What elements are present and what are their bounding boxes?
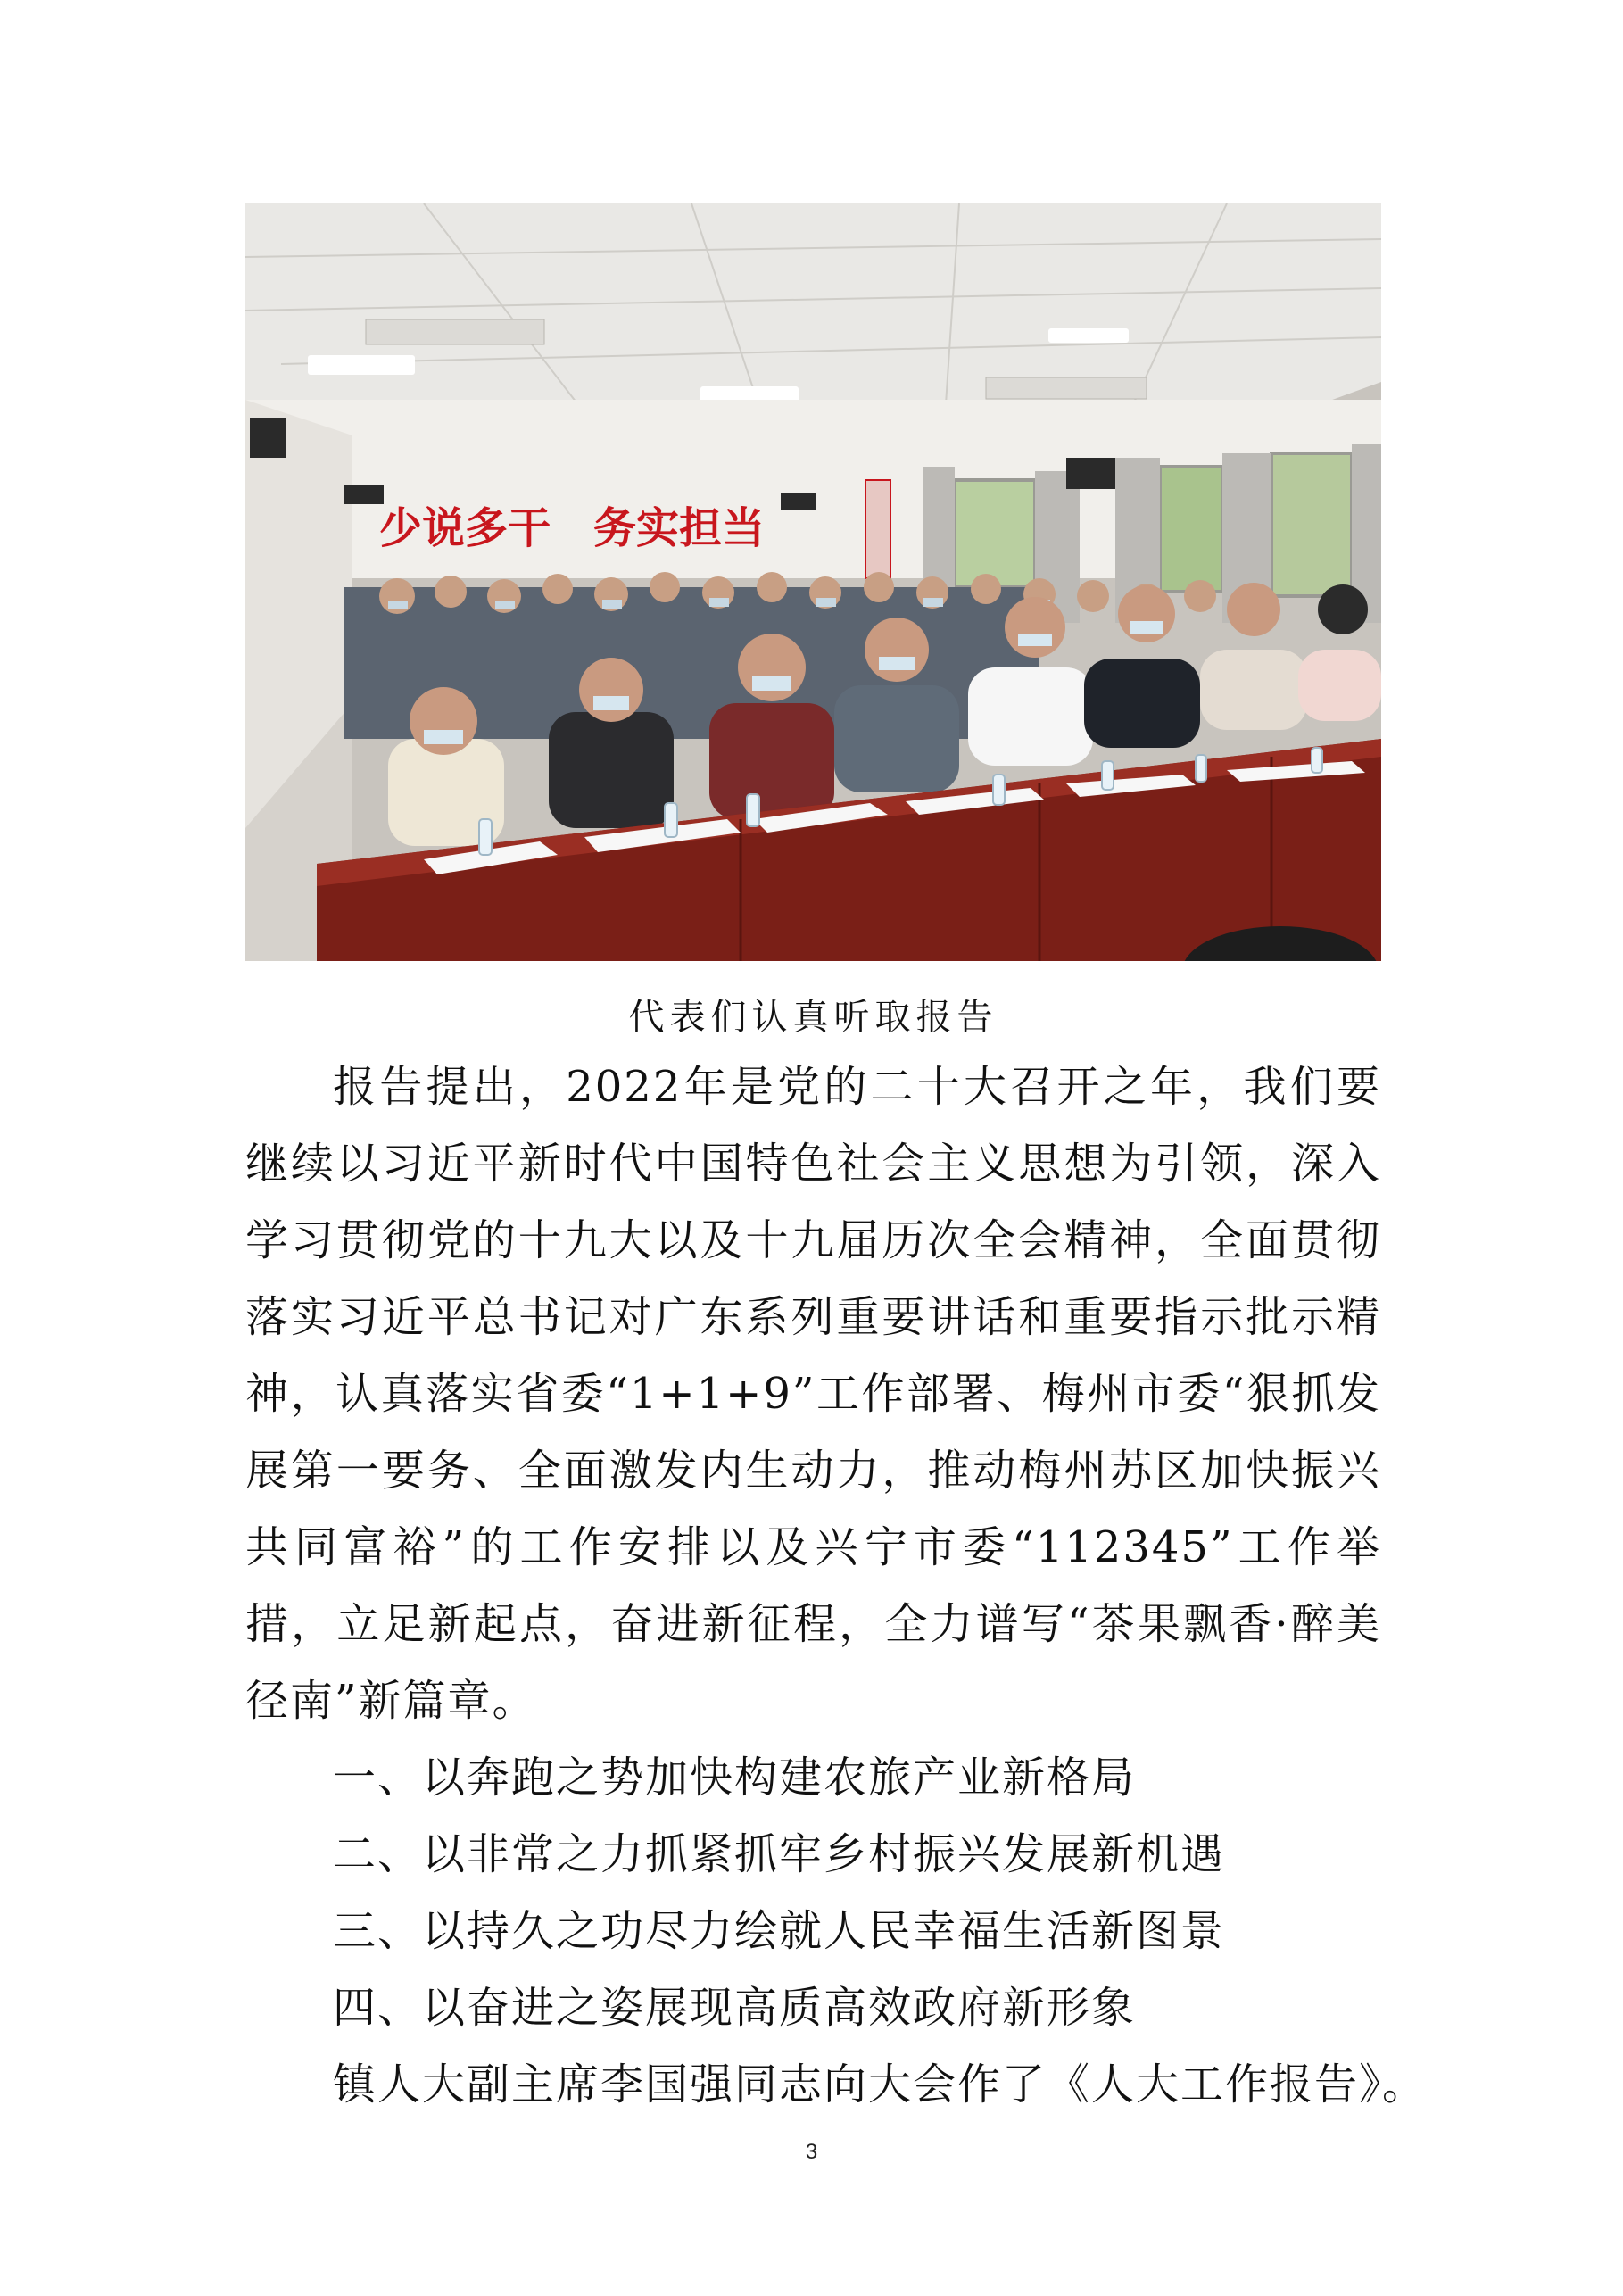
report-item-3: 三、以持久之功尽力绘就人民幸福生活新图景 xyxy=(333,1906,1226,1956)
report-paragraph: 报告提出，2022年是党的二十大召开之年，我们要继续以习近平新时代中国特色社会主义思想为引领，深入学习贯彻党的十九大以及十九届历次全会精神，全面贯彻落实习近平总书记对广东系列重要讲话和重要指示批示精神，认真落实省委“1+1+9”工作部署、梅州市委“狠抓发展第一要务、全面激发内生动力，推动梅州苏区加快振兴共同富裕”的工作安排以及兴宁市委“112345”工作举措，立足新起点，奋进新征程，全力谱写“茶果飘香·醉美径南”新篇章。 xyxy=(245,1062,1381,1726)
photo-caption: 代表们认真听取报告 xyxy=(628,997,998,1038)
meeting-photo xyxy=(245,203,1381,961)
report-item-2: 二、以非常之力抓紧抓牢乡村振兴发展新机遇 xyxy=(333,1829,1226,1879)
closing-paragraph: 镇人大副主席李国强同志向大会作了《人大工作报告》。 xyxy=(333,2060,1428,2110)
wall-banner-slogan: 少说多干 务实担当 xyxy=(379,503,766,553)
meeting-photo-illustration xyxy=(245,203,1381,961)
page-number: 3 xyxy=(805,2140,818,2164)
report-item-1: 一、以奔跑之势加快构建农旅产业新格局 xyxy=(333,1753,1137,1803)
report-item-4: 四、以奋进之姿展现高质高效政府新形象 xyxy=(333,1983,1137,2033)
article-body xyxy=(245,1049,1428,2123)
